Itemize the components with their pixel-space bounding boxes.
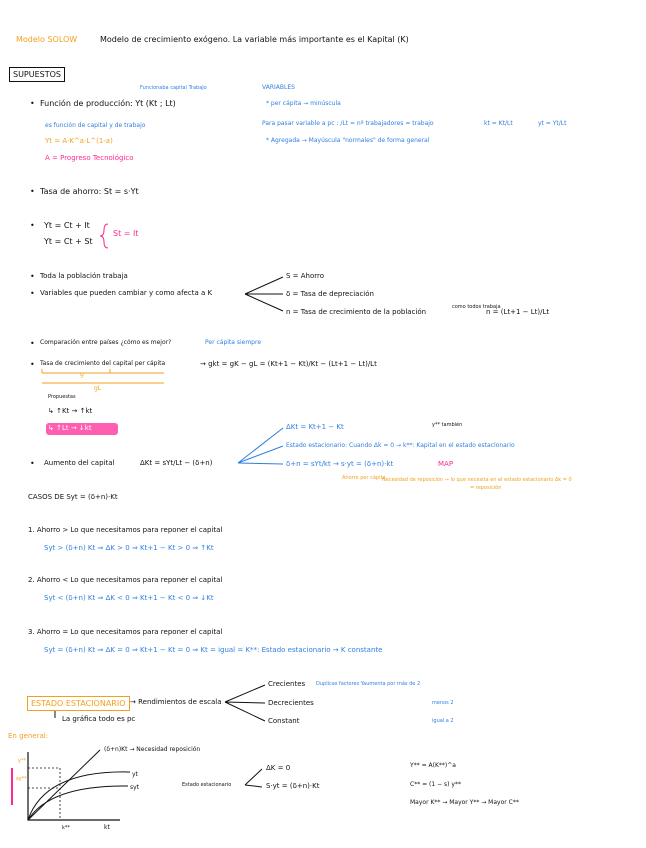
progreso-tecnologico: A = Progreso Tecnológico [45, 154, 134, 162]
branch-lines-rendimientos [225, 685, 265, 721]
bullet: • [30, 187, 35, 196]
branch-n-note: como todos trabaja [452, 304, 501, 310]
estado-e1: ΔK = 0 [266, 764, 291, 772]
curve-syt-label: syt [130, 784, 140, 791]
poblacion-text: Toda la población trabaja [40, 272, 128, 280]
aumento-b1: ΔKt = Kt+1 − Kt [286, 423, 344, 431]
brace-identity [100, 224, 108, 248]
comparacion-text: Comparación entre países ¿cómo es mejor? [40, 339, 172, 346]
variables-title: VARIABLES [262, 84, 295, 91]
aumento-formula: ΔKt = sYt/Lt − (δ+n) [140, 459, 213, 467]
rend-crecientes: Crecientes [268, 680, 306, 688]
supuestos-header: SUPUESTOS [9, 67, 65, 82]
branch-lines-aumento [238, 428, 283, 464]
caso-3-title: 3. Ahorro = Lo que necesitamos para reponer el capital [28, 628, 223, 636]
comparacion-note: Per cápita siempre [205, 339, 262, 346]
branch-lines-estado [245, 769, 262, 787]
variables-item1: * per cápita → minúscula [266, 100, 341, 107]
identity-2: Yt = Ct + St [44, 237, 93, 246]
variables-item2: Para pasar variable a pc : /Lt = nº trabajadores = trabajo [262, 120, 434, 127]
title-label: Modelo SOLOW [16, 35, 78, 44]
propuesta-1: ↳ ↑Kt → ↑kt [48, 407, 93, 415]
caso-1-title: 1. Ahorro > Lo que necesitamos para reponer el capital [28, 526, 223, 534]
aumento-b3-tag: MAP [438, 460, 454, 468]
bullet: • [30, 339, 35, 348]
caso-1-formula: Syt > (δ+n) Kt ⇒ ΔK > 0 ⇒ Kt+1 − Kt > 0 ⇒ ↑Kt [44, 544, 214, 552]
rend-constantes: Constant [268, 717, 300, 725]
produccion-label: Función de producción [40, 99, 131, 108]
variables-kt: kt = Kt/Lt [484, 120, 513, 127]
caso-2-formula: Syt < (δ+n) Kt ⇒ ΔK < 0 ⇒ Kt+1 − Kt < 0 ⇒ ↓Kt [44, 594, 214, 602]
title-text: Modelo de crecimiento exógeno. La variable más importante es el Kapital (K) [100, 35, 409, 44]
identity-1: Yt = Ct + It [44, 221, 90, 230]
formula-cstar: C** = (1 − s) y** [410, 781, 461, 788]
variables-cambiar: Variables que pueden cambiar y como afecta a K [40, 289, 213, 297]
aumento-b3-note2: Necesidad de reposición → lo que necesita en el estado estacionario Δk = 0 [382, 477, 572, 483]
bullet: • [30, 99, 35, 108]
bullet: • [30, 289, 35, 298]
branch-n: n = Tasa de crecimiento de la población [286, 308, 427, 316]
rend-crec-note: Duplicas factores Yaumenta por más de 2 [316, 681, 421, 687]
axis-kt: kt [104, 824, 110, 831]
caso-3-formula: Syt = (δ+n) Kt ⇒ ΔK = 0 ⇒ Kt+1 − Kt = 0 ⇒ Kt = igual = K**: Estado estacionario → K constante [44, 646, 383, 654]
casos-header: CASOS DE Syt = (δ+n)·Kt [28, 493, 118, 501]
underline-tasa [42, 369, 164, 373]
gl-label: gL [94, 385, 102, 392]
graph-yt-curve [28, 772, 130, 820]
variables-item3: * Agregada → Mayúscula "normales" de forma general [266, 137, 430, 144]
aumento-b1-note: y** también [432, 422, 463, 428]
propuesta-2: ↳ ↑Lt → ↓kt [48, 424, 92, 432]
rend-decrec-note: menos 2 [432, 700, 454, 706]
graph-reposicion-line [28, 750, 100, 820]
rendimientos-escala: → Rendimientos de escala [130, 698, 222, 706]
bullet: • [30, 360, 35, 369]
branch-s: S = Ahorro [286, 272, 325, 280]
aumento-b2: Estado estacionario: Cuando Δk = 0 → k**: Kapital en el estado estacionario [286, 442, 515, 449]
propuestas-label: Propuestas [48, 394, 76, 400]
variables-yt: yt = Yt/Lt [538, 120, 567, 127]
axis-ystar: y** [18, 758, 26, 764]
produccion-formula: : Yt (Kt ; Lt) [130, 99, 176, 108]
axis-kstar: k** [62, 825, 70, 831]
rend-decrecientes: Decrecientes [268, 699, 314, 707]
bullet: • [30, 459, 35, 468]
aumento-label: Aumento del capital [44, 459, 115, 467]
rend-const-note: igual a 2 [432, 718, 454, 724]
curve-yt-label: yt [132, 771, 138, 778]
aumento-b3-note3: = reposición [470, 485, 502, 491]
caso-2-title: 2. Ahorro < Lo que necesitamos para reponer el capital [28, 576, 223, 584]
branch-d: δ = Tasa de depreciación [286, 290, 374, 298]
axis-systar: sy** [16, 776, 27, 782]
produccion-note: Funcionaba capital Trabajo [140, 85, 207, 91]
bullet: • [30, 221, 35, 230]
identity-result: St = It [113, 229, 139, 238]
produccion-formula2: Yt = A·K^a·L^(1-a) [45, 137, 113, 145]
estado-label: Estado estacionario [182, 782, 232, 788]
formula-ystar: Y** = A(K**)^a [410, 762, 456, 769]
branch-lines-variables [245, 277, 283, 311]
grafica-pc: La gráfica todo es pc [62, 715, 136, 723]
branch-n-formula: n = (Lt+1 − Lt)/Lt [486, 308, 550, 316]
tasa-crecimiento: Tasa de crecimiento del capital per cápita [40, 360, 166, 367]
g-label: g [80, 371, 84, 378]
aumento-b3: δ+n = sYt/kt → s·yt = (δ+n)·kt [286, 460, 394, 468]
estado-e2: S·yt = (δ+n)·Kt [266, 782, 320, 790]
tasa-formula: → gkt = gK − gL = (Kt+1 − Kt)/Kt − (Lt+1 − Lt)/Lt [200, 360, 377, 368]
produccion-desc: es función de capital y de trabajo [45, 122, 146, 129]
curve-reposicion-label: (δ+n)Kt → Necesidad reposición [104, 746, 201, 753]
formula-mayor: Mayor K** → Mayor Y** → Mayor C** [410, 799, 519, 806]
aumento-b3-note1: Ahorro per cápita [342, 475, 386, 481]
general-title: En general: [8, 732, 49, 740]
bullet: • [30, 272, 35, 281]
graph-syt-curve [28, 786, 128, 820]
estado-estacionario-box: ESTADO ESTACIONARIO [27, 696, 130, 711]
ahorro-text: Tasa de ahorro: St = s·Yt [40, 187, 139, 196]
